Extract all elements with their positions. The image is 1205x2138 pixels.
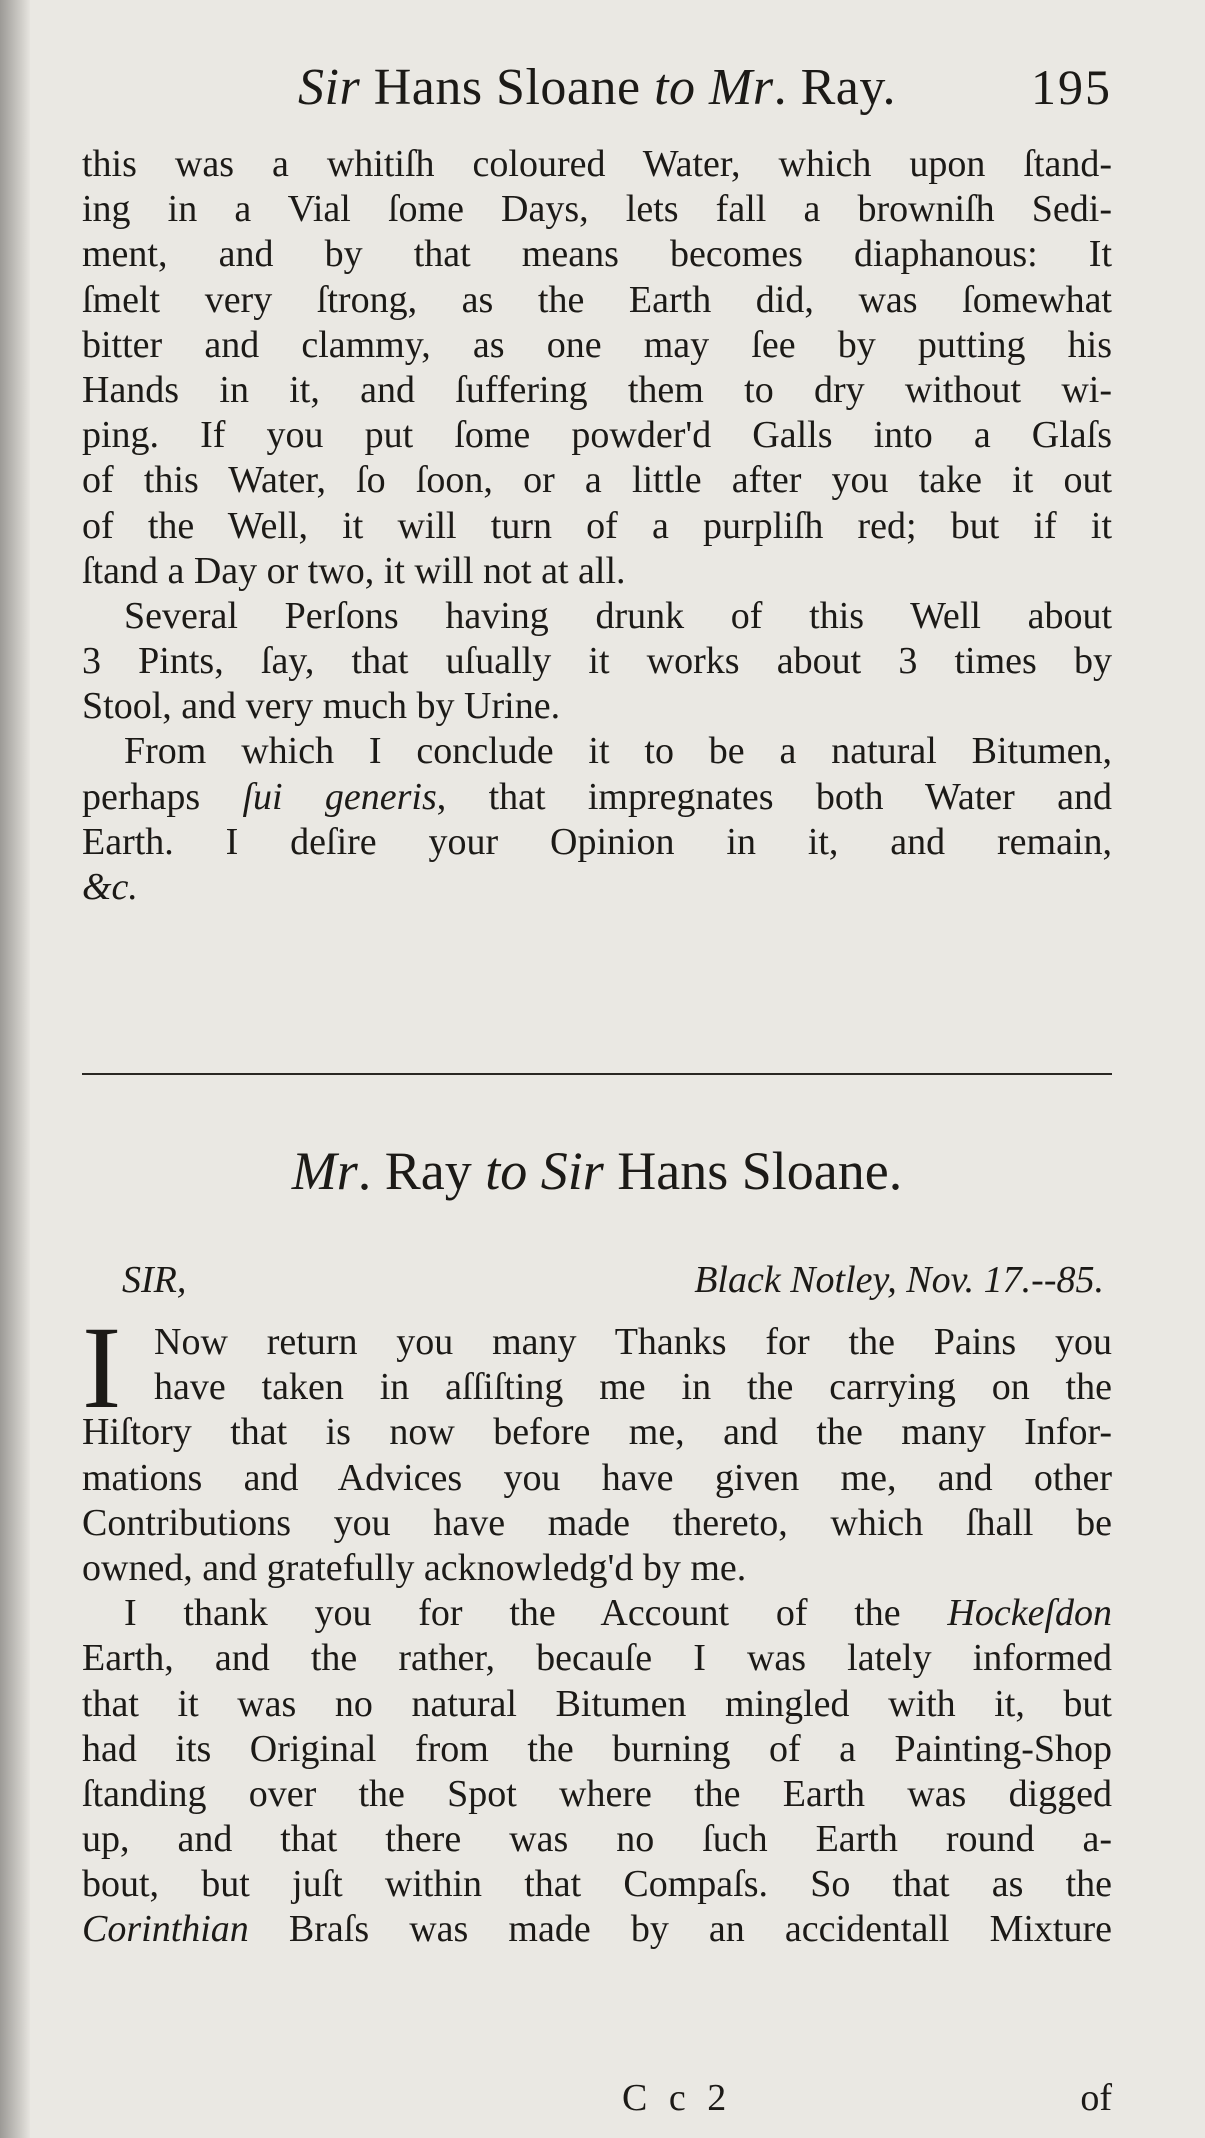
text-line: perhaps ſui generis, that impregnates both Water and: [82, 775, 1112, 818]
text-line: ſtand a Day or two, it will not at all.: [82, 549, 626, 592]
signature-mark: C c 2: [622, 2077, 733, 2119]
running-head-title: Sir Hans Sloane to Mr. Ray.: [298, 59, 896, 116]
text-line: up, and that there was no ſuch Earth round a-: [82, 1818, 1112, 1861]
text-line: Earth, and the rather, becauſe I was lately informed: [82, 1637, 1112, 1680]
text-line: From which I conclude it to be a natural Bitumen,: [124, 730, 1112, 773]
text-line: mations and Advices you have given me, and other: [82, 1456, 1112, 1499]
text-line: have taken in aſſiſting me in the carrying on the: [154, 1366, 1112, 1409]
text-line: 3 Pints, ſay, that uſually it works about 3 times by: [82, 640, 1112, 683]
text-line: Several Perſons having drunk of this Well about: [124, 594, 1112, 637]
letter-body: [82, 1302, 1112, 1953]
dateline: Black Notley, Nov. 17.--85.: [694, 1259, 1104, 1301]
text-line: Hands in it, and ſuffering them to dry without wi-: [82, 368, 1112, 411]
text-line: Contributions you have made thereto, which ſhall be: [82, 1501, 1112, 1544]
text-line: ping. If you put ſome powder'd Galls into a Glaſs: [82, 414, 1112, 457]
text-line: Stool, and very much by Urine.: [82, 685, 561, 728]
text-line: ing in a Vial ſome Days, lets fall a browniſh Sedi-: [82, 188, 1112, 231]
letter-heading: Mr. Ray to Sir Hans Sloane.: [291, 1141, 903, 1201]
catchword: of: [1080, 2077, 1112, 2119]
text-line: ment, and by that means becomes diaphanous: It: [82, 233, 1112, 276]
salutation: SIR,: [122, 1259, 187, 1301]
text-line: had its Original from the burning of a Painting-Shop: [82, 1727, 1112, 1770]
paragraph-continuation: [82, 142, 1112, 910]
text-line: ſmelt very ſtrong, as the Earth did, was ſomewhat: [82, 278, 1112, 321]
section-divider: [82, 1073, 1112, 1075]
page-number: 195: [1031, 59, 1112, 115]
book-page: [82, 0, 1112, 2138]
text-line: owned, and gratefully acknowledg'd by me.: [82, 1546, 747, 1589]
running-head: [82, 58, 1112, 128]
book-gutter-shadow: [0, 0, 30, 2138]
text-line: that it was no natural Bitumen mingled with it, but: [82, 1682, 1112, 1725]
text-line: &c.: [82, 866, 138, 908]
text-line: bout, but juſt within that Compaſs. So that as the: [82, 1863, 1112, 1906]
text-line: ſtanding over the Spot where the Earth was digged: [82, 1772, 1112, 1815]
text-line: this was a whitiſh coloured Water, which upon ſtand-: [82, 143, 1112, 185]
text-line: Hiſtory that is now before me, and the many Infor-: [82, 1411, 1112, 1454]
text-line: of the Well, it will turn of a purpliſh red; but if it: [82, 504, 1112, 547]
text-line: Corinthian Braſs was made by an accidentall Mixture: [82, 1908, 1112, 1951]
text-line: I thank you for the Account of the Hockeſdon: [124, 1592, 1112, 1635]
drop-cap: I: [82, 1302, 122, 1433]
text-line: Now return you many Thanks for the Pains you: [154, 1321, 1112, 1363]
text-line: Earth. I deſire your Opinion in it, and remain,: [82, 820, 1112, 863]
text-line: of this Water, ſo ſoon, or a little after you take it out: [82, 459, 1112, 502]
text-line: bitter and clammy, as one may ſee by putting his: [82, 323, 1112, 366]
